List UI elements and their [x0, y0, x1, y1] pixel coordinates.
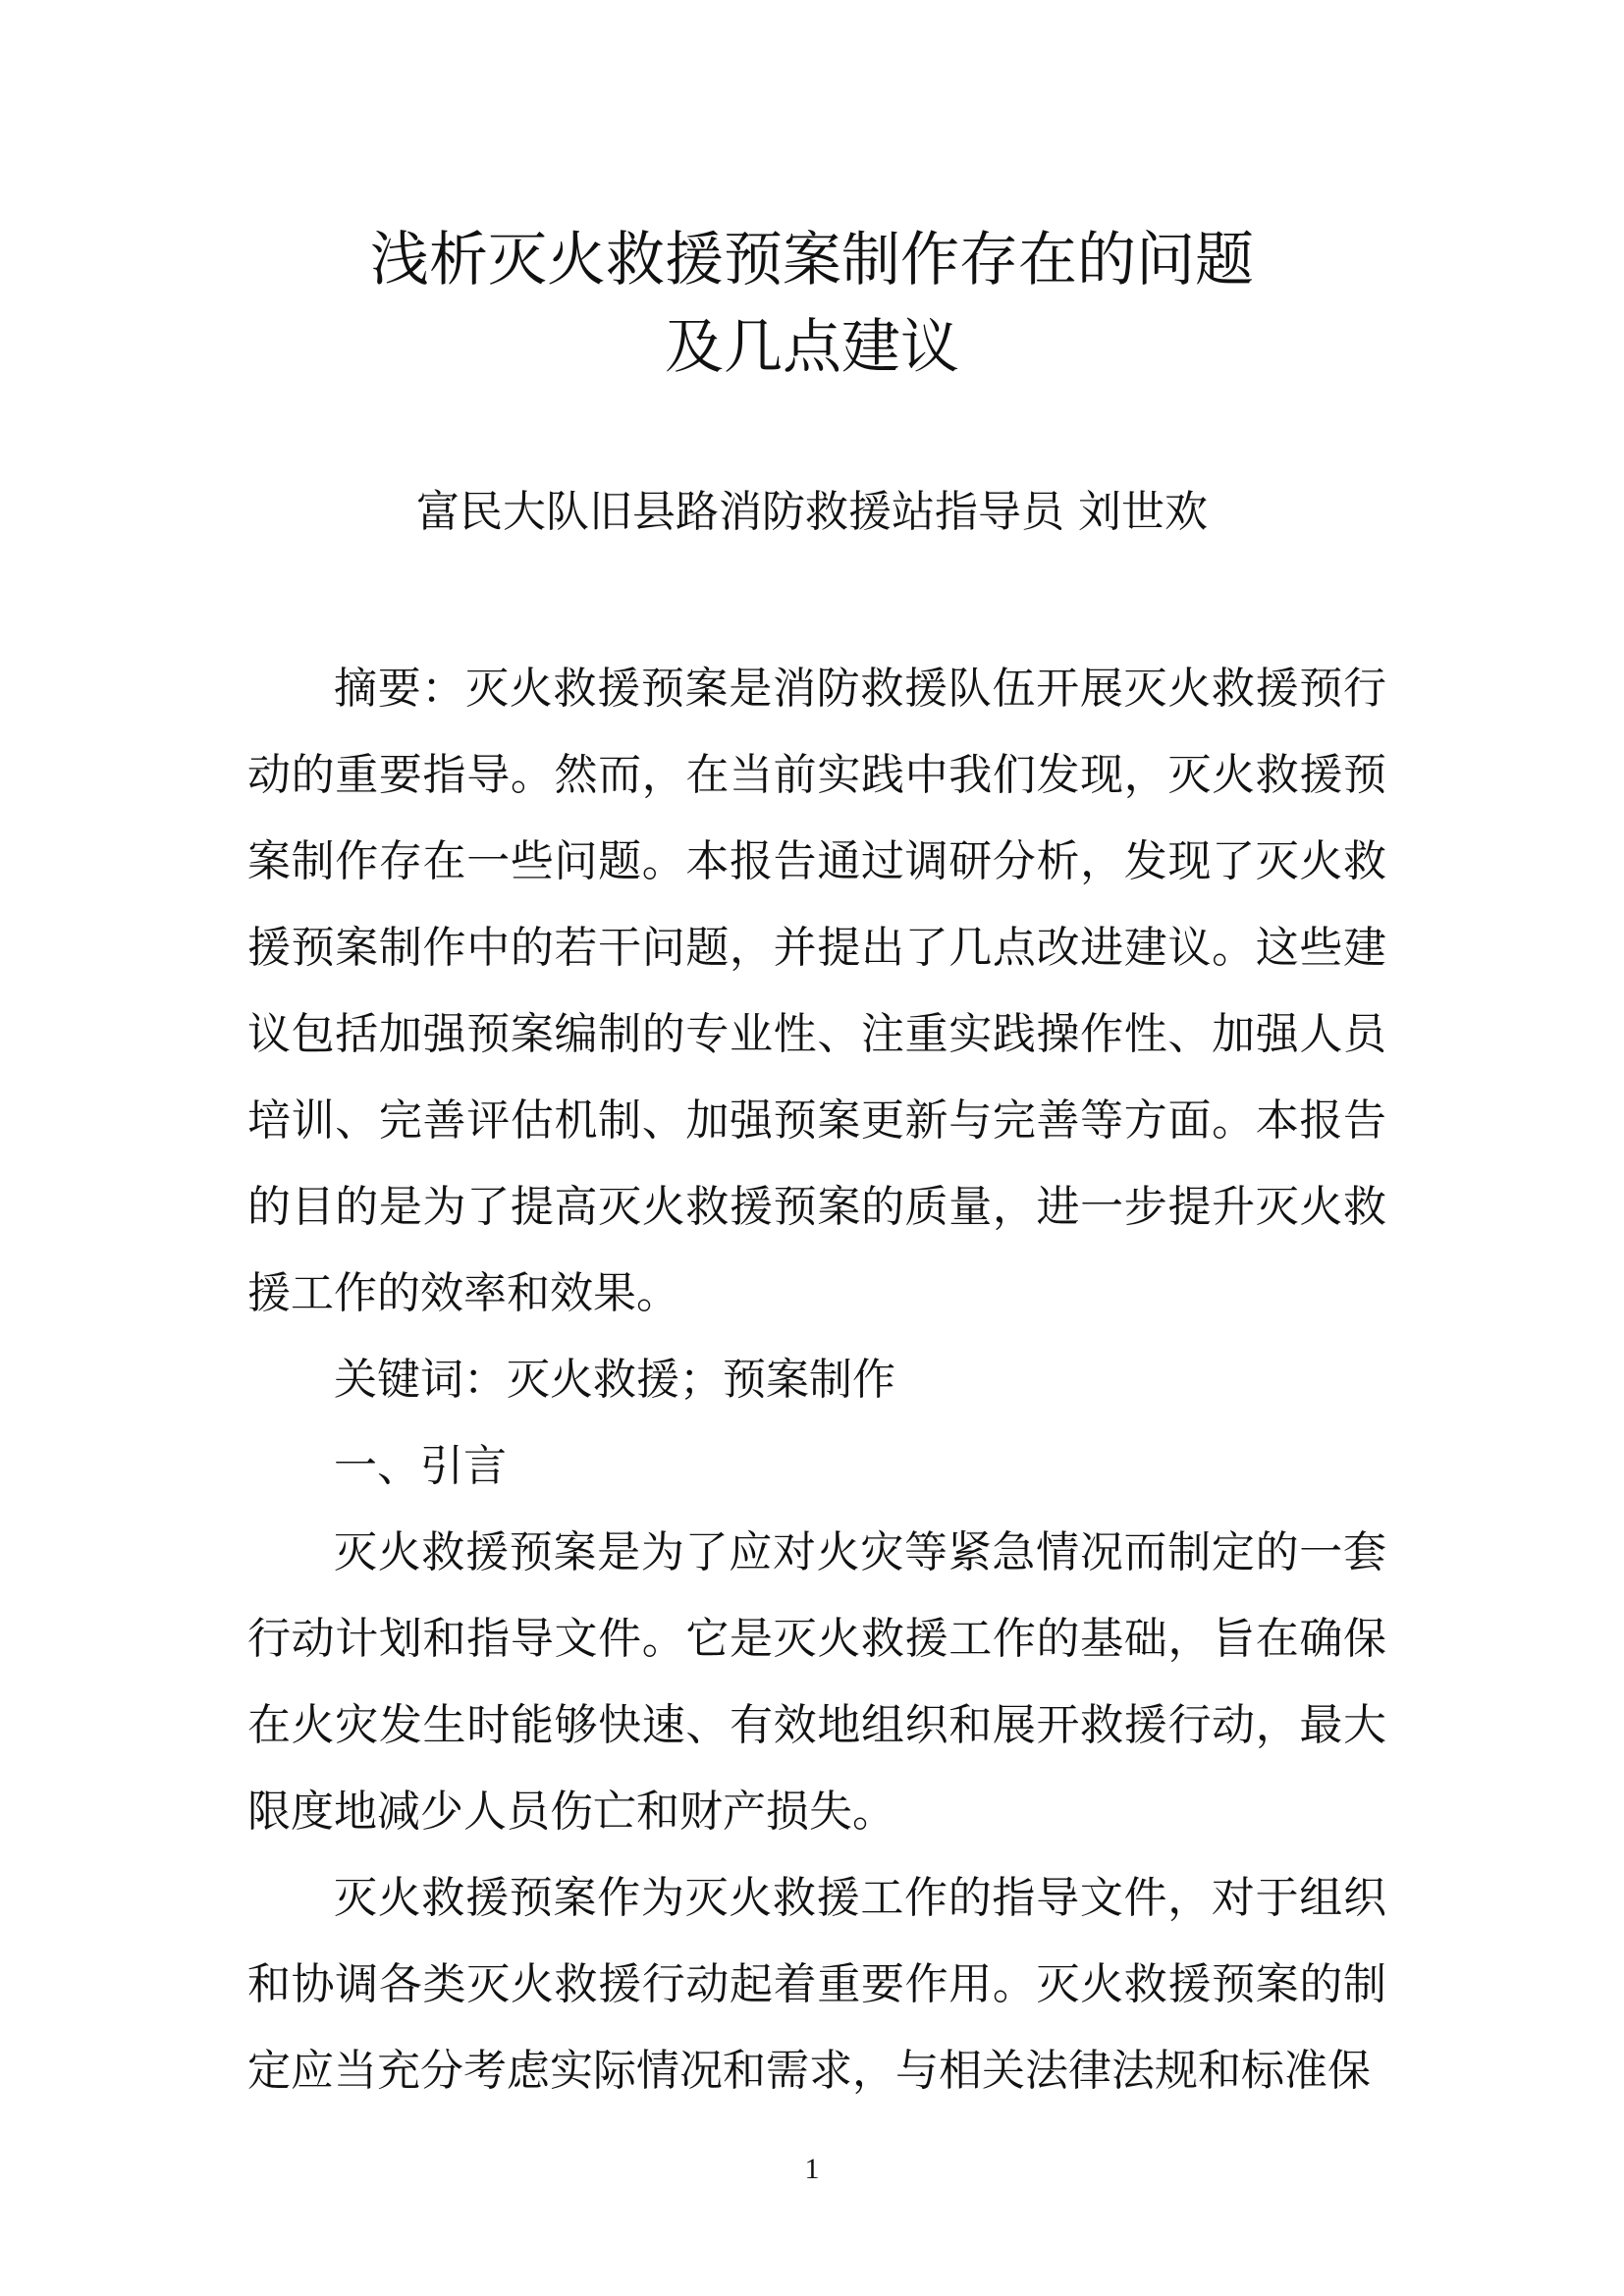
body-paragraph-2: 灭火救援预案作为灭火救援工作的指导文件，对于组织和协调各类灭火救援行动起着重要作用。灭火救援预案的制定应当充分考虑实际情况和需求，与相关法律法规和标准保	[247, 1873, 1386, 2096]
document-title-line-1: 浅析灭火救援预案制作存在的问题	[370, 226, 1254, 294]
page-number: 1	[804, 2153, 820, 2185]
section-heading-introduction: 一、引言	[334, 1441, 507, 1491]
keywords-line: 关键词：灭火救援；预案制作	[334, 1355, 895, 1405]
abstract-paragraph: 摘要：灭火救援预案是消防救援队伍开展灭火救援预行动的重要指导。然而，在当前实践中我们发现，灭火救援预案制作存在一些问题。本报告通过调研分析，发现了灭火救援预案制作中的若干问题，并提出了几点改进建议。这些建议包括加强预案编制的专业性、注重实践操作性、加强人员培训、完善评估机制、加强预案更新与完善等方面。本报告的目的是为了提高灭火救援预案的质量，进一步提升灭火救援工作的效率和效果。	[247, 664, 1386, 1318]
body-paragraph-1: 灭火救援预案是为了应对火灾等紧急情况而制定的一套行动计划和指导文件。它是灭火救援工作的基础，旨在确保在火灾发生时能够快速、有效地组织和展开救援行动，最大限度地减少人员伤亡和财产损失。	[247, 1527, 1386, 1837]
document-title-line-2: 及几点建议	[665, 313, 959, 382]
author-line: 富民大队旧县路消防救援站指导员 刘世欢	[416, 487, 1208, 537]
